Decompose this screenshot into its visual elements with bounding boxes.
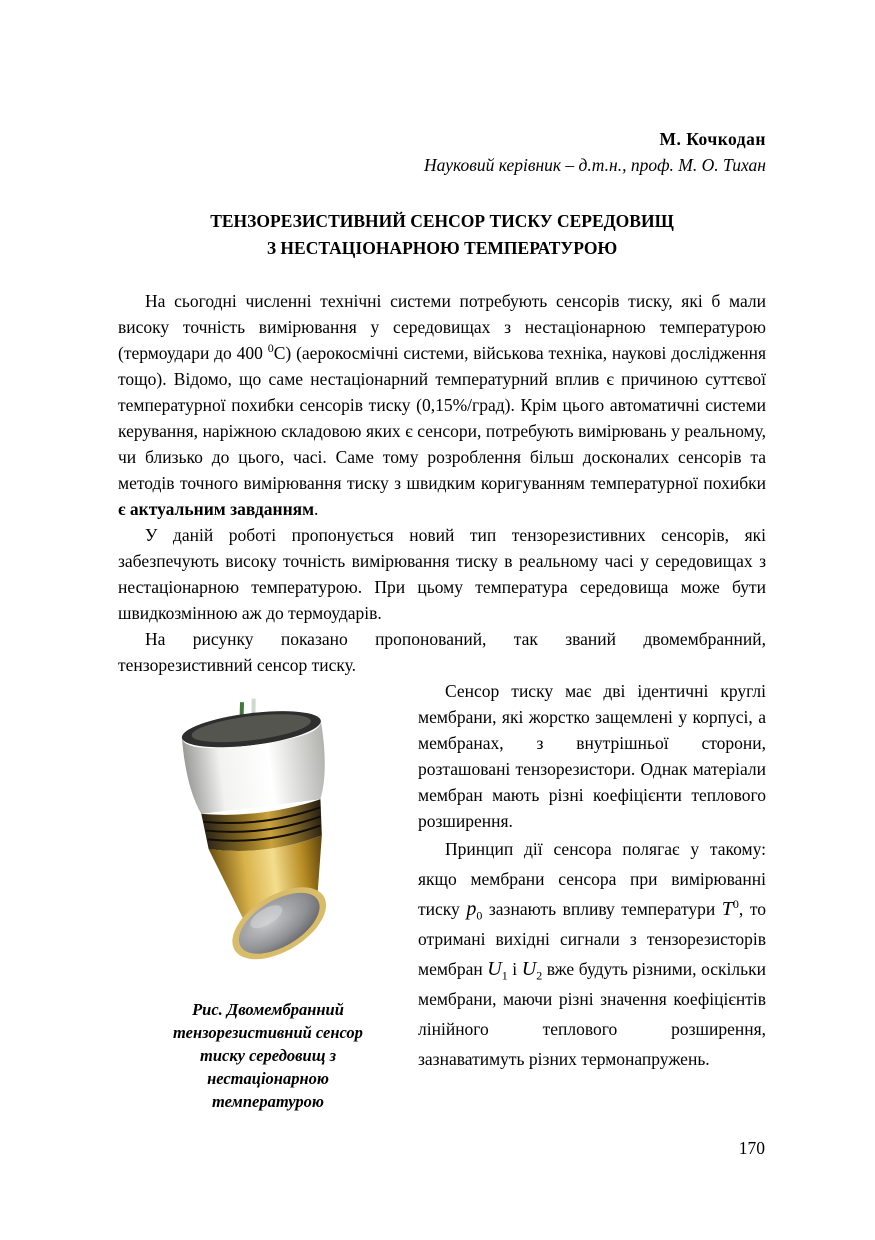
page-content — [118, 126, 766, 1150]
page-number: 170 — [738, 1138, 765, 1158]
paper-title-line-2: З НЕСТАЦІОНАРНОЮ ТЕМПЕРАТУРОЮ — [266, 238, 618, 258]
paragraph-intro: На сьогодні численні технічні системи потребують сенсорів тиску, які б мали високу точність вимірювання у середовищах з нестаціонарною температурою (термоудари до 400 $^0$С) (аерокосмічні системи, військова техніка, наукові дослідження тощо). Відомо, що саме нестаціонарний температурний вплив є причиною суттєвої температурної похибки сенсорів тиску (0,15%/град). Крім цього автоматичні системи керування, наріжною складовою яких є сенсори, потребують вимірювань у реальному, чи близько до цього, часі. Саме тому розроблення більш досконалих сенсорів та методів точного вимірювання тиску з швидким коригуванням температурної похибки є актуальним завданням. — [118, 291, 766, 519]
paper-title — [118, 208, 766, 262]
paper-body — [118, 288, 766, 1150]
paragraph-proposal: У даній роботі пропонується новий тип тензорезистивних сенсорів, які забезпечують високу точність вимірювання тиску в реальному часі у середовищах з нестаціонарною температурою. При цьому температура середовища може бути швидкозмінною аж до термоударів. — [118, 525, 766, 623]
paragraph-figure-ref: На рисунку показано пропонований, так званий двомембранний, тензорезистивний сенсор тиску. — [118, 629, 766, 675]
sensor-body-group — [178, 691, 351, 979]
supervisor-line: Науковий керівник – д.т.н., проф. М. О. Тихан — [424, 155, 766, 175]
paragraph-membranes: Сенсор тиску має дві ідентичні круглі мембрани, які жорстко защемлені у корпусі, а мембранах, з внутрішньої сторони, розташовані тензорезистори. Однак матеріали мембран мають різні коефіцієнти теплового розширення. — [418, 681, 766, 831]
figure-caption: Рис. Двомембранний тензорезистивний сенсор тиску середовищ з нестаціонарною температурою — [173, 1000, 363, 1111]
paragraph-principle: Принцип дії сенсора полягає у такому: якщо мембрани сенсора при вимірюванні тиску $p_0$ зазнають впливу температури $T^0$, то отримані вихідні сигнали з тензорезисторів мембран $U_1$ і $U_2$ вже будуть різними, оскільки мембрани, маючи різні значення коефіцієнтів лінійного теплового розширення, зазнаватимуть різних термонапружень. — [418, 839, 767, 1069]
paper-title-line-1: ТЕНЗОРЕЗИСТИВНИЙ СЕНСОР ТИСКУ СЕРЕДОВИЩ — [210, 211, 674, 231]
sensor-photo — [143, 690, 393, 990]
byline — [118, 126, 766, 178]
figure-sensor — [118, 678, 418, 1150]
author-name: М. Кочкодан — [659, 129, 766, 149]
